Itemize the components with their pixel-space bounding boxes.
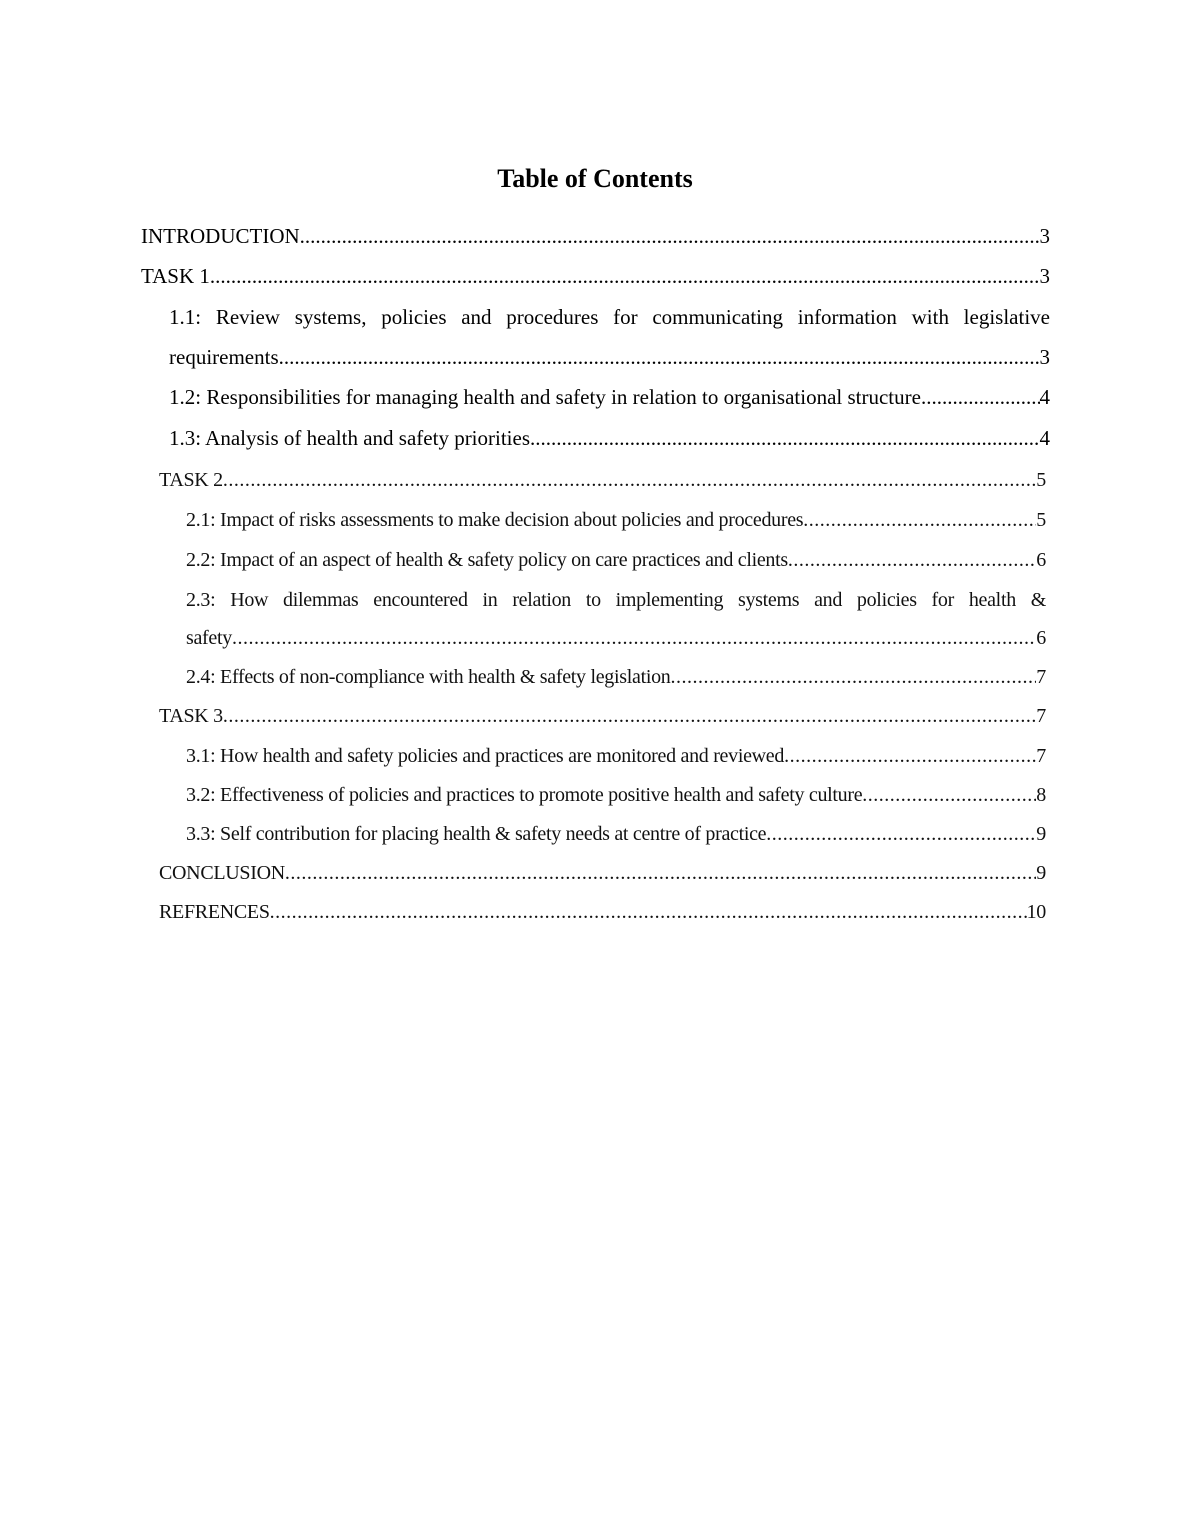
toc-entry-label: TASK 3 — [159, 705, 223, 727]
toc-page-number: 4 — [1039, 426, 1050, 450]
toc-entry-label: CONCLUSION — [159, 862, 285, 884]
toc-leader — [279, 343, 1040, 371]
toc-entry-label: 1.2: Responsibilities for managing health and safety in relation to organisational structure — [169, 385, 921, 409]
toc-entry-2-2[interactable] — [186, 546, 1046, 574]
toc-leader — [784, 742, 1036, 770]
toc-page-number: 8 — [1036, 784, 1046, 806]
toc-leader — [788, 546, 1036, 574]
toc-leader — [210, 262, 1040, 290]
toc-leader — [223, 466, 1036, 494]
toc-page-number: 9 — [1036, 862, 1046, 884]
toc-page-number: 6 — [1036, 549, 1046, 571]
toc-leader — [232, 624, 1036, 652]
toc-leader — [285, 859, 1036, 887]
toc-entry-task-3[interactable] — [159, 702, 1046, 730]
toc-entry-1-1[interactable] — [169, 343, 1050, 371]
toc-entry-1-2[interactable] — [169, 383, 1050, 411]
toc-entry-conclusion[interactable] — [159, 859, 1046, 887]
toc-entry-3-2[interactable] — [186, 781, 1046, 809]
toc-page-number: 7 — [1036, 705, 1046, 727]
toc-entry-label: 3.2: Effectiveness of policies and practices to promote positive health and safety culture — [186, 784, 863, 806]
toc-entry-2-1[interactable] — [186, 506, 1046, 534]
toc-page-number: 5 — [1036, 509, 1046, 531]
toc-entry-1-1-line1[interactable]: 1.1: Review systems, policies and procedures for communicating information with legislative — [169, 305, 1050, 329]
toc-entry-references[interactable] — [159, 898, 1046, 926]
toc-page-number: 3 — [1039, 264, 1050, 288]
toc-entry-2-3-line1[interactable]: 2.3: How dilemmas encountered in relation to implementing systems and policies for health & — [186, 589, 1046, 611]
toc-leader — [300, 222, 1040, 250]
toc-page-number: 6 — [1036, 627, 1046, 649]
toc-entry-label: 3.1: How health and safety policies and practices are monitored and reviewed — [186, 745, 785, 767]
toc-entry-2-3[interactable] — [186, 624, 1046, 652]
toc-page-number: 3 — [1039, 345, 1050, 369]
toc-entry-label: 2.1: Impact of risks assessments to make decision about policies and procedures — [186, 509, 804, 531]
toc-entry-label: 1.3: Analysis of health and safety priorities — [169, 426, 531, 450]
toc-entry-task-1[interactable] — [141, 262, 1050, 290]
toc-leader — [223, 702, 1036, 730]
toc-entry-label: requirements — [169, 345, 279, 369]
toc-leader — [921, 383, 1040, 411]
toc-title: Table of Contents — [497, 164, 693, 193]
toc-entry-task-2[interactable] — [159, 466, 1046, 494]
toc-entry-label: REFRENCES — [159, 901, 270, 923]
toc-entry-3-3[interactable] — [186, 820, 1046, 848]
toc-leader — [530, 424, 1039, 452]
toc-page-number: 3 — [1039, 224, 1050, 248]
toc-page-number: 4 — [1039, 385, 1050, 409]
toc-page-number: 7 — [1036, 666, 1046, 688]
toc-leader — [670, 663, 1036, 691]
toc-entry-label: 2.2: Impact of an aspect of health & safety policy on care practices and clients — [186, 549, 788, 571]
toc-entry-introduction[interactable] — [141, 222, 1050, 250]
toc-leader — [862, 781, 1036, 809]
toc-leader — [766, 820, 1036, 848]
toc-page-number: 9 — [1036, 823, 1046, 845]
toc-entry-label: safety — [186, 627, 232, 649]
toc-page-number: 10 — [1026, 901, 1046, 923]
toc-entry-3-1[interactable] — [186, 742, 1046, 770]
toc-page-number: 7 — [1036, 745, 1046, 767]
toc-entry-label: INTRODUCTION — [141, 224, 300, 248]
toc-entry-label: TASK 1 — [141, 264, 210, 288]
toc-leader — [270, 898, 1027, 926]
toc-page-number: 5 — [1036, 469, 1046, 491]
toc-entry-label: 3.3: Self contribution for placing health & safety needs at centre of practice — [186, 823, 767, 845]
toc-leader — [803, 506, 1036, 534]
toc-entry-2-4[interactable] — [186, 663, 1046, 691]
toc-entry-1-3[interactable] — [169, 424, 1050, 452]
toc-entry-label: TASK 2 — [159, 469, 223, 491]
toc-entry-label: 2.4: Effects of non-compliance with health & safety legislation — [186, 666, 671, 688]
